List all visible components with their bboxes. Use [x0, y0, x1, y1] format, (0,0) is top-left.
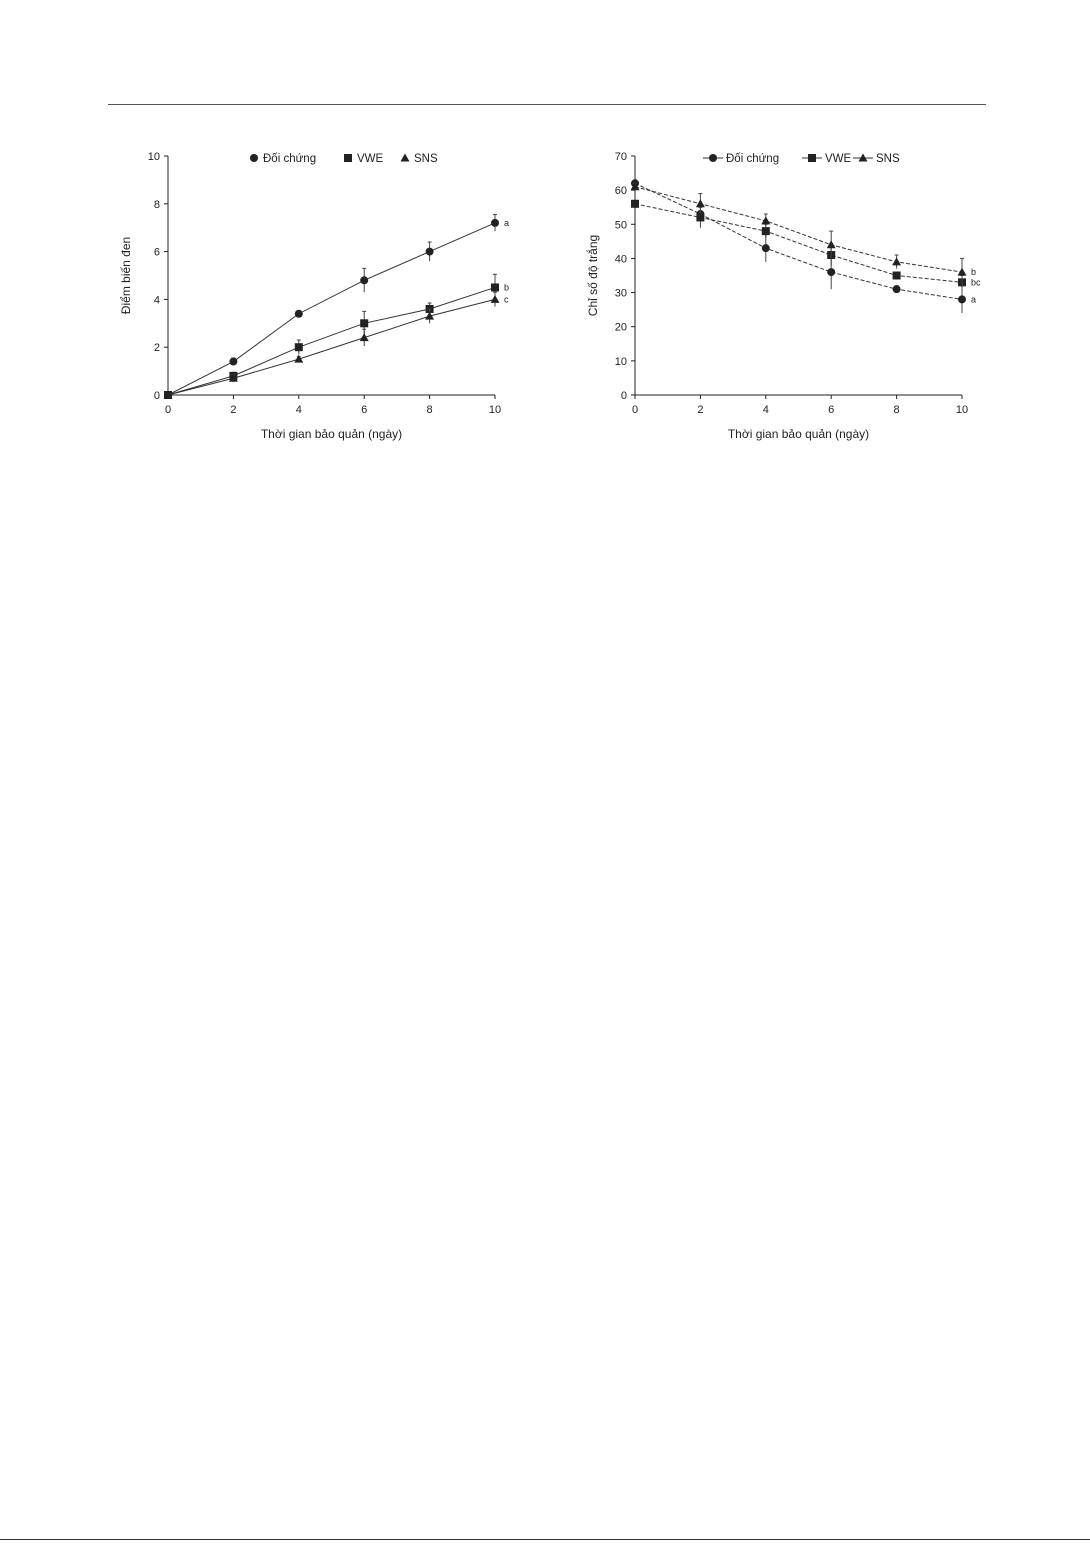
legend-label: SNS: [876, 153, 900, 165]
legend-marker: [401, 154, 410, 162]
legend: [250, 153, 438, 165]
data-point: [360, 319, 368, 327]
x-tick-label: 0: [631, 404, 639, 416]
data-point: [360, 333, 369, 341]
data-point: [893, 285, 901, 293]
legend-label: SNS: [414, 153, 438, 165]
legend-marker: [344, 154, 352, 162]
series-line: [168, 223, 495, 395]
series-line: [168, 287, 495, 395]
legend: [703, 153, 900, 165]
y-tick-label: 40: [614, 253, 627, 266]
y-tick-label: 50: [614, 219, 627, 232]
series-3: [631, 182, 977, 286]
footer-rule: [0, 1539, 1090, 1540]
legend-label: Đối chứng: [726, 153, 780, 165]
legend-label: VWE: [357, 153, 384, 165]
y-tick-label: 70: [614, 151, 627, 163]
data-point: [491, 219, 499, 227]
legend-label: VWE: [825, 153, 852, 165]
data-point: [295, 343, 303, 351]
y-tick-label: 0: [153, 390, 160, 402]
x-axis-label: Thời gian bảo quản (ngày): [260, 427, 403, 441]
x-tick-label: 2: [230, 404, 237, 416]
data-point: [294, 355, 303, 363]
y-axis-label: Chỉ số độ trắng: [586, 234, 600, 317]
series-2: [164, 274, 509, 399]
y-tick-label: 0: [620, 390, 627, 402]
legend-marker: [808, 154, 816, 162]
x-tick-label: 2: [697, 404, 704, 416]
x-tick-label: 8: [893, 404, 900, 416]
data-point: [762, 227, 770, 235]
data-point: [827, 240, 836, 248]
data-point: [360, 276, 368, 284]
y-tick-label: 60: [614, 185, 627, 198]
data-point: [631, 200, 639, 208]
series-2: [631, 200, 981, 289]
x-tick-label: 6: [828, 404, 835, 416]
y-tick-label: 30: [614, 287, 627, 300]
x-tick-label: 8: [426, 404, 433, 416]
y-tick-label: 4: [153, 294, 160, 307]
x-tick-label: 6: [361, 404, 368, 416]
data-point: [295, 310, 303, 318]
legend-marker: [709, 154, 717, 162]
data-point: [696, 213, 704, 221]
x-tick-label: 0: [164, 404, 172, 416]
data-point: [958, 295, 966, 303]
significance-label: a: [504, 217, 510, 228]
y-axis-label: Điểm biến đen: [119, 236, 133, 315]
series-line: [635, 187, 962, 272]
series-1: [164, 215, 509, 399]
legend-marker: [250, 154, 258, 162]
data-point: [491, 283, 499, 291]
data-point: [229, 358, 237, 366]
series-3: [164, 292, 510, 398]
y-tick-label: 8: [153, 198, 160, 211]
series-line: [635, 204, 962, 283]
data-point: [762, 244, 770, 252]
chart-blackening-score: [108, 140, 528, 460]
series-line: [635, 183, 962, 299]
y-tick-label: 20: [614, 321, 627, 334]
data-point: [893, 272, 901, 280]
x-tick-label: 4: [762, 404, 769, 416]
header-rule: [108, 104, 986, 105]
significance-label: a: [971, 294, 977, 305]
x-axis-label: Thời gian bảo quản (ngày): [727, 427, 870, 441]
y-tick-label: 10: [614, 355, 627, 368]
x-tick-label: 10: [488, 404, 502, 416]
significance-label: bc: [971, 277, 981, 288]
x-tick-label: 10: [955, 404, 969, 416]
y-tick-label: 10: [147, 151, 160, 163]
data-point: [426, 248, 434, 256]
data-point: [491, 295, 500, 303]
legend-label: Đối chứng: [263, 153, 317, 165]
data-point: [958, 268, 967, 276]
y-tick-label: 6: [153, 246, 160, 259]
data-point: [892, 257, 901, 265]
significance-label: c: [504, 294, 509, 305]
data-point: [696, 199, 705, 207]
significance-label: b: [971, 267, 977, 278]
y-tick-label: 2: [153, 342, 160, 355]
data-point: [827, 268, 835, 276]
x-tick-label: 4: [295, 404, 302, 416]
significance-label: b: [504, 282, 510, 293]
chart-whiteness-index: [575, 140, 995, 460]
